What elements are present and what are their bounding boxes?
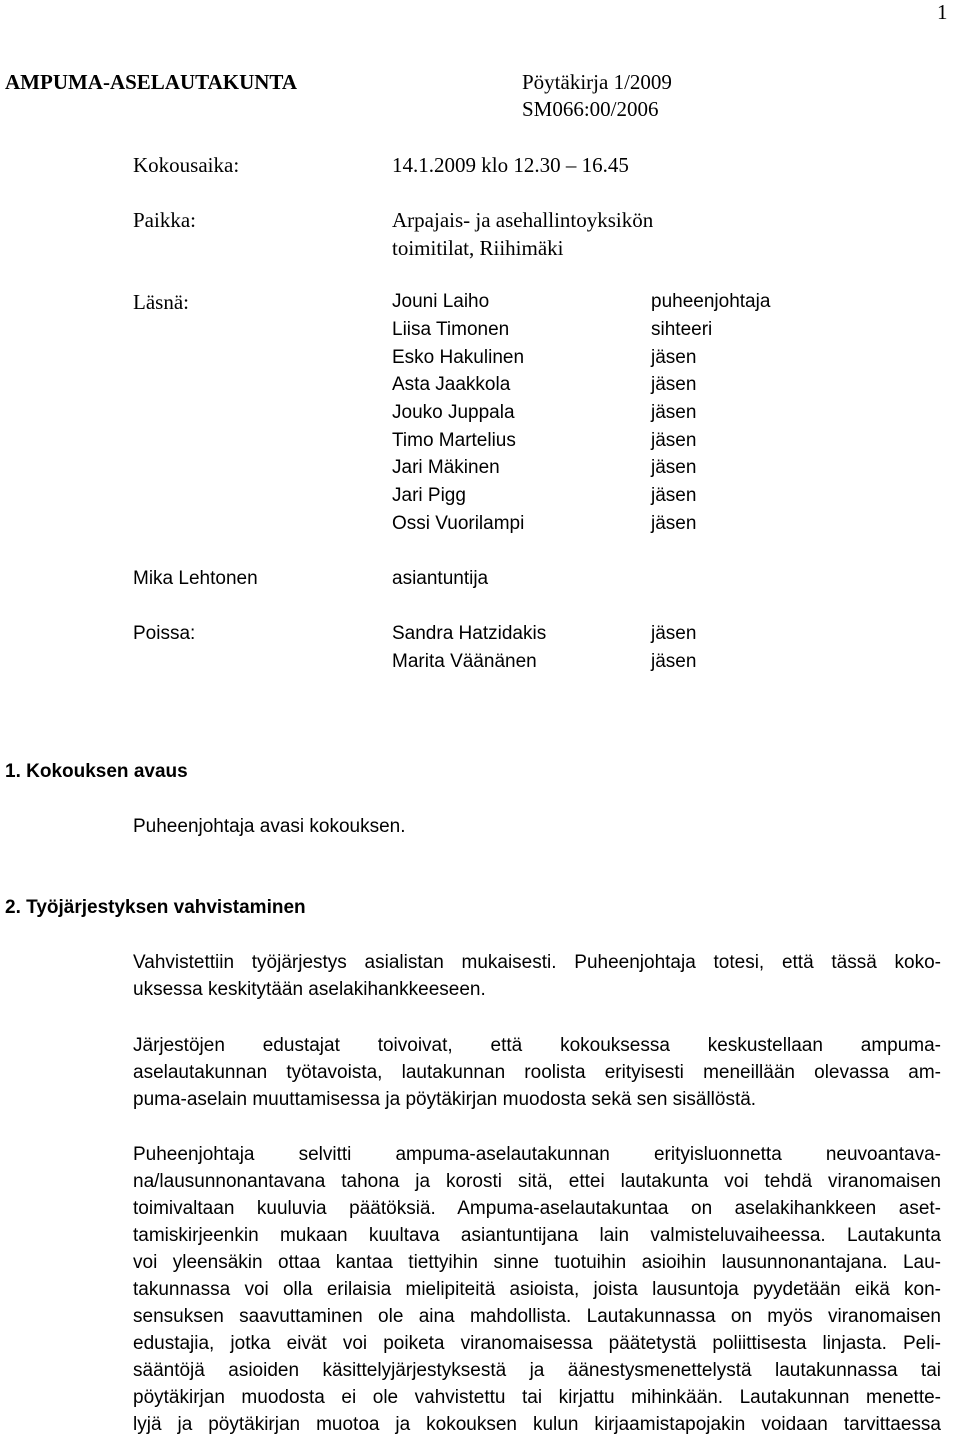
absent-label: Poissa:: [133, 623, 196, 644]
attendee-name: Esko Hakulinen: [392, 347, 525, 368]
meeting-place-label: Paikka:: [133, 208, 196, 232]
paragraph-line: Vahvistettiin työjärjestys asialistan mukaisesti. Puheenjohtaja totesi, että tässä koko-: [133, 952, 941, 973]
reference-number: SM066:00/2006: [522, 97, 659, 121]
attendee-name: Jari Pigg: [392, 485, 466, 506]
expert-name: Mika Lehtonen: [133, 568, 258, 589]
paragraph-line: puma-aselain muuttamisessa ja pöytäkirjan muodosta sekä sen sisällöstä.: [133, 1089, 757, 1110]
paragraph-line: uksessa keskitytään aselakihankkeeseen.: [133, 979, 486, 1000]
absent-role: jäsen: [651, 651, 697, 672]
attendee-name: Jari Mäkinen: [392, 457, 500, 478]
paragraph-line: na/lausunnonantavana tahona ja korosti sitä, ettei lautakunta voi tehdä viranomaisen: [133, 1171, 941, 1192]
section-paragraph: [133, 813, 941, 840]
attendee-role: jäsen: [651, 402, 697, 423]
paragraph-line: sääntöjä asioiden käsittelyjärjestyksestä ja äänestysmenettelystä lautakunnassa tai: [133, 1360, 941, 1381]
attendee-role: jäsen: [651, 457, 697, 478]
attendee-name: Jouni Laiho: [392, 291, 490, 312]
absent-name: Marita Väänänen: [392, 651, 537, 672]
paragraph-line: toimivaltaan kuuluvia päätöksiä. Ampuma-aselautakuntaa on aselakihankkeen aset-: [133, 1198, 941, 1219]
section-paragraph: [133, 1032, 941, 1113]
section-heading: 2. Työjärjestyksen vahvistaminen: [5, 897, 306, 918]
paragraph-line: sensuksen saavuttaminen ole aina mahdollista. Lautakunnassa on myös viranomaisen: [133, 1306, 941, 1327]
paragraph-line: edustajia, jotka eivät voi poiketa viranomaisessa päätetystä poliittisesta linjasta. Peli-: [133, 1333, 941, 1354]
attendee-role: jäsen: [651, 374, 697, 395]
paragraph-line: tamiskirjeenkin mukaan kuultava asiantuntijana lain valmisteluvaiheessa. Lautakunta: [133, 1225, 941, 1246]
attendee-name: Liisa Timonen: [392, 319, 510, 340]
paragraph-line: pöytäkirjan muodosta ei ole vahvistettu tai kirjattu mihinkään. Lautakunnan menette-: [133, 1387, 941, 1408]
section-paragraph: [133, 1141, 941, 1438]
organization-title: AMPUMA-ASELAUTAKUNTA: [5, 70, 298, 94]
attendee-name: Jouko Juppala: [392, 402, 515, 423]
attendee-name: Ossi Vuorilampi: [392, 513, 525, 534]
attendee-name: Timo Martelius: [392, 430, 516, 451]
minutes-label: Pöytäkirja 1/2009: [522, 70, 672, 94]
attendee-role: sihteeri: [651, 319, 713, 340]
paragraph-line: voi yleensäkin ottaa kantaa tiettyihin sinne tuotuihin asioihin lausunnonantajana. Lau-: [133, 1252, 941, 1273]
meeting-place-line1: Arpajais- ja asehallintoyksikön: [392, 208, 654, 232]
absent-role: jäsen: [651, 623, 697, 644]
paragraph-line: Puheenjohtaja selvitti ampuma-aselautakunnan erityisluonnetta neuvoantava-: [133, 1144, 941, 1165]
meeting-time-label: Kokousaika:: [133, 153, 240, 177]
present-label: Läsnä:: [133, 290, 189, 314]
paragraph-line: Järjestöjen edustajat toivoivat, että kokouksessa keskustellaan ampuma-: [133, 1035, 941, 1056]
attendee-role: jäsen: [651, 485, 697, 506]
attendee-role: jäsen: [651, 347, 697, 368]
paragraph-line: Puheenjohtaja avasi kokouksen.: [133, 816, 406, 837]
expert-role: asiantuntija: [392, 568, 489, 589]
meeting-place-line2: toimitilat, Riihimäki: [392, 236, 564, 260]
absent-name: Sandra Hatzidakis: [392, 623, 547, 644]
attendee-name: Asta Jaakkola: [392, 374, 511, 395]
paragraph-line: takunnassa voi olla erilaisia mielipiteitä asioista, joista lausuntoja pyydetään eikä kon-: [133, 1279, 941, 1300]
paragraph-line: lyjä ja pöytäkirjan muotoa ja kokouksen kulun kirjaamistapojakin voidaan tarvittaessa: [133, 1414, 941, 1435]
section-paragraph: [133, 949, 941, 1003]
attendee-role: puheenjohtaja: [651, 291, 771, 312]
paragraph-line: aselautakunnan työtavoista, lautakunnan roolista erityisesti meneillään olevassa am-: [133, 1062, 941, 1083]
attendee-role: jäsen: [651, 513, 697, 534]
attendee-role: jäsen: [651, 430, 697, 451]
section-heading: 1. Kokouksen avaus: [5, 761, 188, 782]
meeting-time-value: 14.1.2009 klo 12.30 – 16.45: [392, 153, 629, 177]
page-number: 1: [937, 0, 948, 24]
